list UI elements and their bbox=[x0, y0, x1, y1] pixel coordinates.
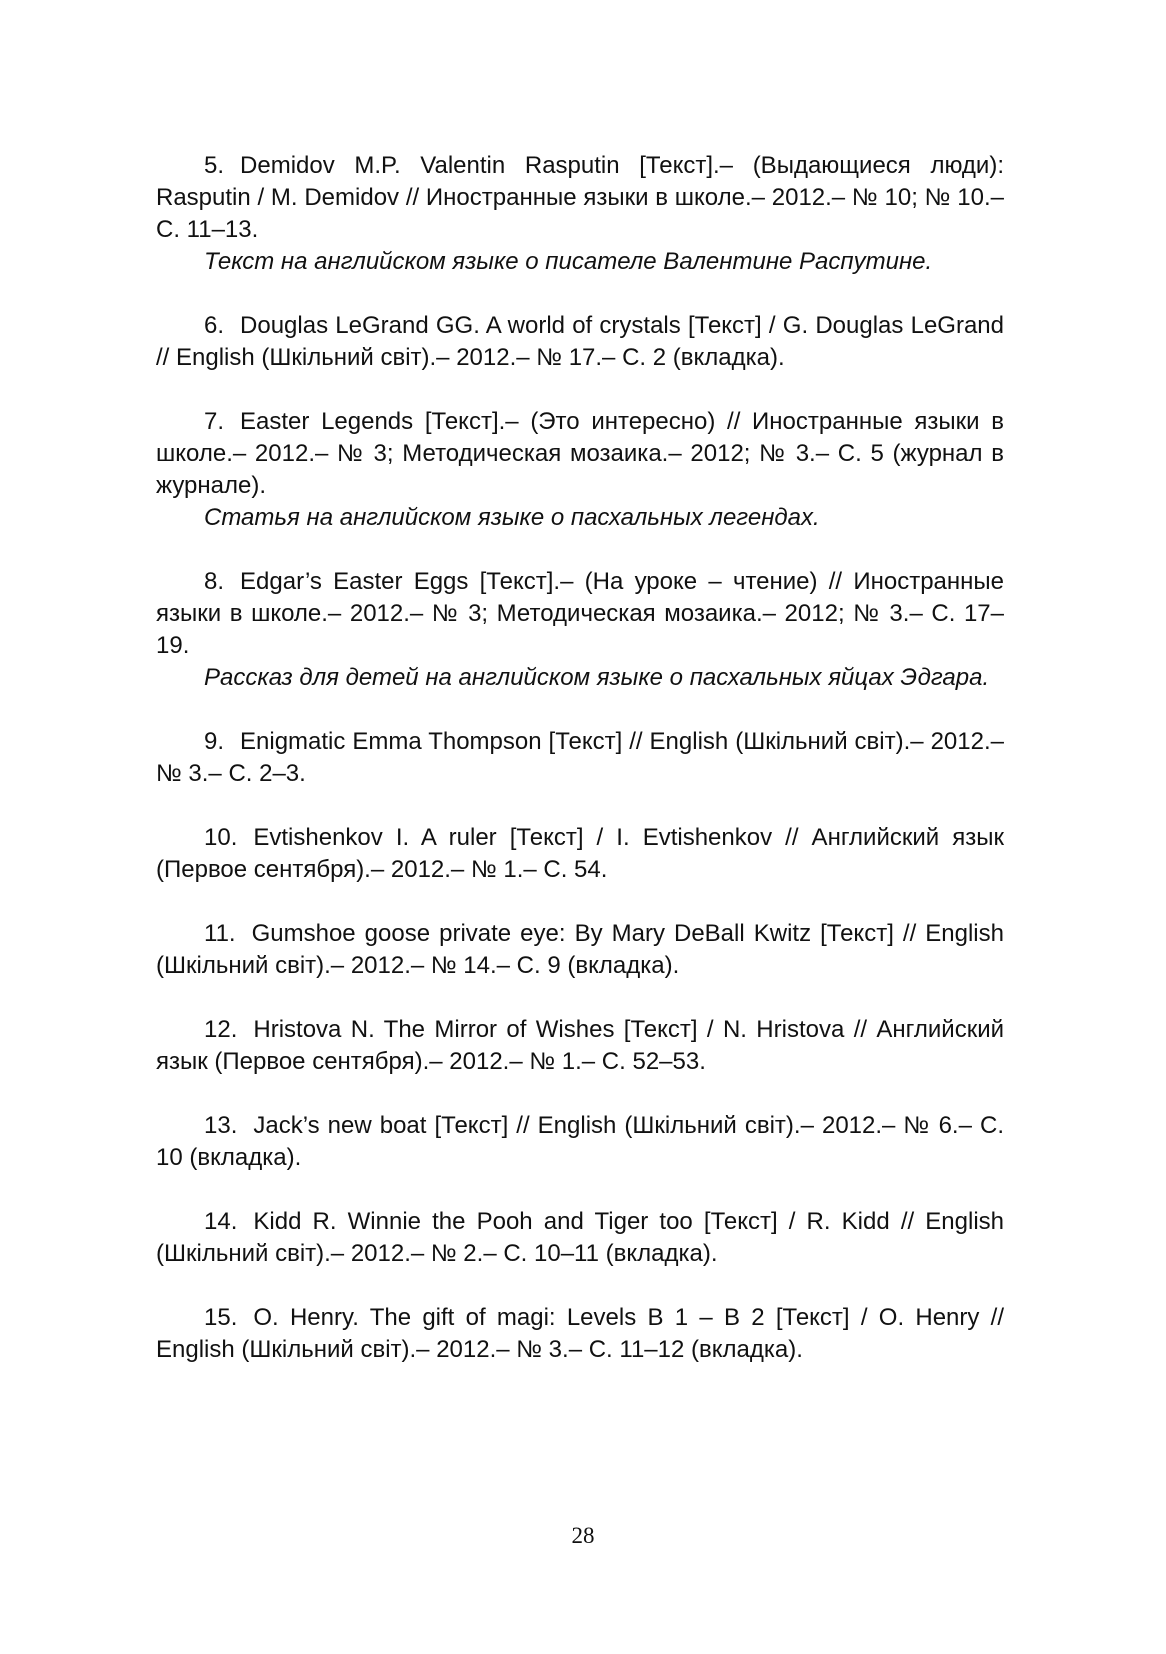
entry-number: 8. bbox=[204, 568, 225, 595]
entry-citation bbox=[156, 1302, 1004, 1366]
bibliography-entry-8 bbox=[156, 566, 1004, 694]
entry-number: 9. bbox=[204, 728, 225, 755]
entry-text: Demidov M.P. Valentin Rasputin [Текст].– (Выдающиеся люди): Rasputin / M. Demidov // Иностранные языки в школе.– 2012.– № 10; № 10.– С. 11–13. bbox=[156, 152, 1004, 243]
entry-citation bbox=[156, 1014, 1004, 1078]
entry-citation bbox=[156, 310, 1004, 374]
entry-annotation: Рассказ для детей на английском языке о пасхальных яйцах Эдгара. bbox=[204, 664, 990, 691]
entry-citation bbox=[156, 726, 1004, 790]
entry-text: Hristova N. The Mirror of Wishes [Текст] / N. Hristova // Английский язык (Первое сентября).– 2012.– № 1.– С. 52–53. bbox=[156, 1016, 1004, 1075]
entry-number: 7. bbox=[204, 408, 225, 435]
entry-annotation: Статья на английском языке о пасхальных легендах. bbox=[204, 504, 820, 531]
entry-text: O. Henry. The gift of magi: Levels B 1 – B 2 [Текст] / O. Henry // English (Шкільний світ).– 2012.– № 3.– С. 11–12 (вкладка). bbox=[156, 1304, 1004, 1363]
entry-number: 6. bbox=[204, 312, 225, 339]
entry-number: 15. bbox=[204, 1304, 238, 1331]
entry-citation bbox=[156, 566, 1004, 662]
entry-text: Easter Legends [Текст].– (Это интересно) // Иностранные языки в школе.– 2012.– № 3; Методическая мозаика.– 2012; № 3.– С. 5 (журнал в журнале). bbox=[156, 408, 1004, 499]
entry-number: 13. bbox=[204, 1112, 238, 1139]
entry-annotation: Текст на английском языке о писателе Валентине Распутине. bbox=[204, 248, 933, 275]
entry-text: Kidd R. Winnie the Pooh and Tiger too [Текст] / R. Kidd // English (Шкільний світ).– 2012.– № 2.– С. 10–11 (вкладка). bbox=[156, 1208, 1004, 1267]
bibliography-entry-12 bbox=[156, 1014, 1004, 1078]
entry-number: 12. bbox=[204, 1016, 238, 1043]
entry-text: Douglas LeGrand GG. A world of crystals [Текст] / G. Douglas LeGrand // English (Шкільний світ).– 2012.– № 17.– С. 2 (вкладка). bbox=[156, 312, 1004, 371]
bibliography-entry-9 bbox=[156, 726, 1004, 790]
bibliography-entry-11 bbox=[156, 918, 1004, 982]
bibliography-entry-10 bbox=[156, 822, 1004, 886]
entry-text: Gumshoe goose private eye: By Mary DeBall Kwitz [Текст] // English (Шкільний світ).– 2012.– № 14.– С. 9 (вкладка). bbox=[156, 920, 1004, 979]
bibliography-entry-14 bbox=[156, 1206, 1004, 1270]
bibliography-entry-5 bbox=[156, 150, 1004, 278]
bibliography-entry-6 bbox=[156, 310, 1004, 374]
page-number: 28 bbox=[571, 1523, 595, 1548]
entry-number: 10. bbox=[204, 824, 238, 851]
entry-text: Enigmatic Emma Thompson [Текст] // English (Шкільний світ).– 2012.– № 3.– С. 2–3. bbox=[156, 728, 1004, 787]
entry-number: 5. bbox=[204, 152, 225, 179]
entry-text: Evtishenkov I. A ruler [Текст] / I. Evtishenkov // Английский язык (Первое сентября).– 2012.– № 1.– С. 54. bbox=[156, 824, 1004, 883]
entry-number: 14. bbox=[204, 1208, 238, 1235]
bibliography-entry-15 bbox=[156, 1302, 1004, 1366]
bibliography-entry-13 bbox=[156, 1110, 1004, 1174]
entry-text: Edgar’s Easter Eggs [Текст].– (На уроке – чтение) // Иностранные языки в школе.– 2012.– № 3; Методическая мозаика.– 2012; № 3.– С. 17–19. bbox=[156, 568, 1004, 659]
entry-citation bbox=[156, 1206, 1004, 1270]
entry-text: Jack’s new boat [Текст] // English (Шкільний світ).– 2012.– № 6.– С. 10 (вкладка). bbox=[156, 1112, 1004, 1171]
entry-citation bbox=[156, 822, 1004, 886]
entry-number: 11. bbox=[204, 920, 236, 947]
entry-citation bbox=[156, 918, 1004, 982]
bibliography-entry-7 bbox=[156, 406, 1004, 534]
bibliography-page bbox=[156, 150, 1004, 1398]
entry-citation bbox=[156, 406, 1004, 502]
entry-citation bbox=[156, 1110, 1004, 1174]
entry-citation bbox=[156, 150, 1004, 246]
